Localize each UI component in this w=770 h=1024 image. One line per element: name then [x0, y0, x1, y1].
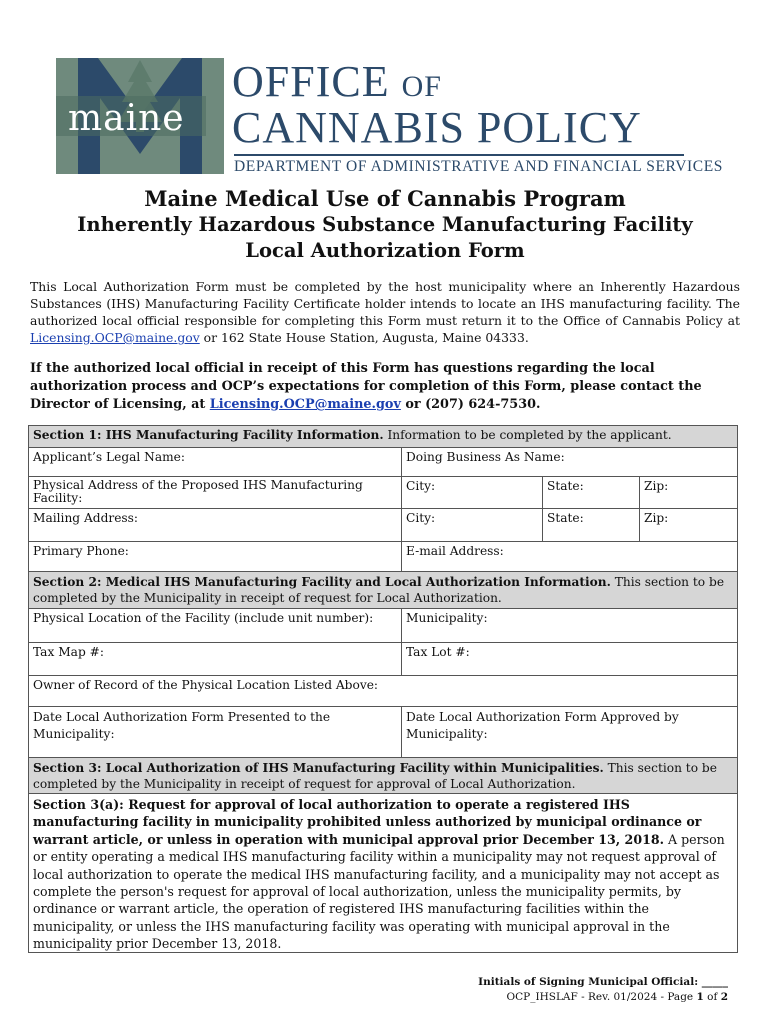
section3-desc: This section to be completed by the Municipality in receipt of request for approval of Local Authorization. [33, 761, 717, 791]
page-of: of [703, 991, 721, 1003]
physical-city-field[interactable] [401, 477, 542, 508]
physical-zip-field[interactable] [639, 477, 737, 508]
intro-text-1: This Local Authorization Form must be completed by the host municipality where an Inherently Hazardous Substances (IHS) Manufacturing Facility Certificate holder intends to locate an IHS manufacturing facility. The authorized local official responsible for completing this Form must return it to the Office of Cannabis Policy at [30, 279, 740, 328]
section2-row-dates [29, 707, 737, 758]
note-email-link[interactable]: Licensing.OCP@maine.gov [209, 397, 401, 412]
mailing-state-field[interactable] [542, 509, 639, 541]
maine-wordmark: maine [68, 98, 185, 139]
department-subheading: DEPARTMENT OF ADMINISTRATIVE AND FINANCIAL SERVICES [234, 158, 724, 175]
section3-header [29, 758, 737, 794]
tax-map-field[interactable] [29, 643, 401, 675]
date-approved-label: Date Local Authorization Form Approved by Municipality: [406, 710, 679, 741]
physical-location-field[interactable] [29, 609, 401, 642]
note-text-1: If the authorized local official in receipt of this Form has questions regarding the local authorization process and OCP’s expectations for completion of this Form, please contact the Director of Licensing, at [30, 361, 702, 412]
physical-address-label: Physical Address of the Proposed IHS Manufacturing Facility: [33, 478, 363, 505]
office-word: OFFICE [232, 57, 390, 106]
section2-row-owner [29, 676, 737, 707]
tax-lot-field[interactable] [401, 643, 737, 675]
section1-row-names [29, 448, 737, 477]
owner-of-record-label: Owner of Record of the Physical Location Listed Above: [33, 678, 379, 692]
state-label: State: [547, 479, 584, 493]
municipality-label: Municipality: [406, 611, 488, 625]
revision-page-number [507, 991, 729, 1003]
section3-title: Section 3: Local Authorization of IHS Manufacturing Facility within Municipalities. [33, 761, 604, 775]
date-approved-field[interactable] [401, 707, 737, 757]
dba-field[interactable] [401, 448, 737, 476]
physical-location-label: Physical Location of the Facility (include unit number): [33, 611, 374, 625]
section3a-text [29, 794, 737, 952]
form-subtitle: Inherently Hazardous Substance Manufacturing Facility [77, 213, 693, 236]
section1-title: Section 1: IHS Manufacturing Facility Information. [33, 428, 384, 442]
mailing-city-field[interactable] [401, 509, 542, 541]
revision-text: OCP_IHSLAF - Rev. 01/2024 - Page [506, 991, 697, 1003]
section2-row-location [29, 609, 737, 643]
of-word: OF [401, 70, 442, 103]
section3a-row [29, 794, 737, 952]
city-label: City: [406, 511, 436, 525]
date-presented-label: Date Local Authorization Form Presented to the Municipality: [33, 710, 331, 741]
section1-header [29, 426, 737, 448]
date-presented-field[interactable] [29, 707, 401, 757]
legal-name-field[interactable] [29, 448, 401, 476]
physical-state-field[interactable] [542, 477, 639, 508]
tax-lot-label: Tax Lot #: [406, 645, 470, 659]
primary-phone-field[interactable] [29, 542, 401, 571]
section3a-heading: Section 3(a): Request for approval of local authorization to operate a registered IHS manufacturing facility in municipality prohibited unless authorized by municipal ordinance or warrant article, or unless in operation with municipal approval prior December 13, 2018. [33, 797, 702, 847]
section1-row-mailing [29, 509, 737, 542]
email-address-label: E-mail Address: [406, 544, 504, 558]
ocp-logo [56, 57, 724, 178]
intro-email-link[interactable]: Licensing.OCP@maine.gov [30, 330, 200, 345]
dba-label: Doing Business As Name: [406, 450, 565, 464]
city-label: City: [406, 479, 436, 493]
office-heading [232, 57, 442, 109]
form-title: Local Authorization Form [245, 239, 525, 262]
municipality-field[interactable] [401, 609, 737, 642]
primary-phone-label: Primary Phone: [33, 544, 129, 558]
email-address-field[interactable] [401, 542, 737, 571]
intro-text-2: or 162 State House Station, Augusta, Maine 04333. [199, 330, 529, 345]
state-label: State: [547, 511, 584, 525]
section3a-body: A person or entity operating a medical IHS manufacturing facility within a municipality may not request approval of local authorization to operate the medical IHS manufacturing facility, and a municipality may not accept as complete the person's request for approval of local authorization, unless the municipality permits, by ordinance or warrant article, the operation of registered IHS manufacturing facilities within the municipality, or unless the IHS manufacturing facility was operating with municipal approval in the municipality prior December 13, 2018. [33, 831, 725, 952]
page-total: 2 [720, 991, 728, 1003]
legal-name-label: Applicant’s Legal Name: [33, 450, 185, 464]
owner-of-record-field[interactable] [29, 676, 737, 706]
contact-note [30, 360, 750, 414]
mailing-address-field[interactable] [29, 509, 401, 541]
section1-row-contact [29, 542, 737, 572]
page-current: 1 [696, 991, 704, 1003]
tax-map-label: Tax Map #: [33, 645, 104, 659]
brand-divider [234, 154, 684, 156]
section2-desc: This section to be completed by the Municipality in receipt of request for Local Authorization. [33, 575, 725, 605]
mailing-address-label: Mailing Address: [33, 511, 139, 525]
note-text-2: or (207) 624-7530. [400, 397, 541, 412]
intro-paragraph [30, 278, 740, 346]
authorization-form-table [28, 425, 738, 953]
section1-desc: Information to be completed by the applicant. [383, 428, 672, 442]
program-title: Maine Medical Use of Cannabis Program [144, 186, 626, 211]
section1-row-physical [29, 477, 737, 509]
mailing-zip-field[interactable] [639, 509, 737, 541]
initials-line: Initials of Signing Municipal Official: _____ [478, 976, 728, 988]
zip-label: Zip: [644, 479, 669, 493]
zip-label: Zip: [644, 511, 669, 525]
section2-header [29, 572, 737, 609]
cannabis-policy-heading: CANNABIS POLICY [232, 103, 642, 152]
physical-address-field[interactable] [29, 477, 401, 508]
section2-title: Section 2: Medical IHS Manufacturing Facility and Local Authorization Information. [33, 575, 611, 589]
section2-row-tax [29, 643, 737, 676]
